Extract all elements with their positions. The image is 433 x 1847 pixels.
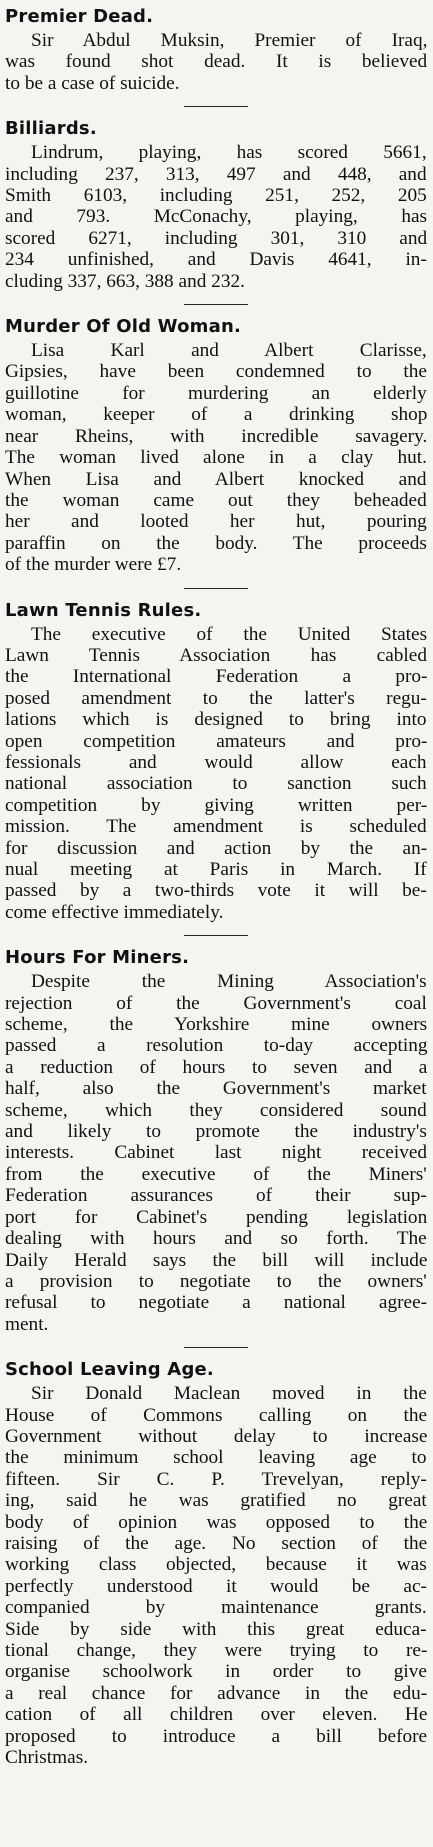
body-line: cation of all children over eleven. He [5,1704,428,1726]
body-line: raising of the age. No section of the [5,1532,428,1554]
body-line: passed by a two-thirds vote it will be- [5,880,427,902]
body-line: posed amendment to the latter's regu- [5,687,427,709]
article-body [5,1383,427,1768]
body-line: ing, said he was gratified no great [5,1490,427,1512]
article-headline: Hours For Miners. [5,947,190,969]
body-line: 234 unfinished, and Davis 4641, in- [5,249,427,271]
body-line: and likely to promote the industry's [5,1121,427,1143]
body-line: to be a case of suicide. [5,72,180,94]
article-headline: Billiards. [5,118,97,140]
body-line: the International Federation a pro- [5,666,428,688]
body-line: Sir Abdul Muksin, Premier of Iraq, [31,30,428,51]
article-headline: Premier Dead. [5,6,154,27]
body-line: fessionals and would allow each [5,751,427,773]
body-line: the minimum school leaving age to [5,1447,427,1469]
body-line: interests. Cabinet last night received [5,1142,428,1164]
body-line: tional change, they were trying to re- [5,1640,428,1661]
article-body [5,142,427,292]
body-line: cluding 337, 663, 388 and 232. [5,270,245,292]
body-line: a provision to negotiate to the owners' [5,1270,427,1292]
article [5,1359,427,1768]
body-line: rejection of the Government's coal [5,992,427,1014]
body-line: proposed to introduce a bill before [5,1725,428,1747]
body-line: lations which is designed to bring into [5,709,427,731]
body-line: Side by side with this great educa- [5,1618,427,1640]
article [5,947,427,1335]
article-divider [184,304,248,305]
body-line: When Lisa and Albert knocked and [5,468,427,490]
article-headline: Murder Of Old Woman. [5,316,241,338]
body-line: Smith 6103, including 251, 252, 205 [5,185,427,207]
body-line: The executive of the United States [31,623,428,645]
article-headline: School Leaving Age. [5,1359,214,1381]
body-line: Sir Donald Maclean moved in the [31,1383,427,1405]
body-line: Lindrum, playing, has scored 5661, [31,142,427,164]
body-line: including 237, 313, 497 and 448, and [5,163,427,185]
body-line: was found shot dead. It is believed [5,51,428,73]
body-line: scheme, which they considered sound [5,1099,427,1121]
body-line: organise schoolwork in order to give [5,1661,427,1683]
body-line: body of opinion was opposed to the [5,1511,428,1533]
article [5,6,427,94]
body-line: mission. The amendment is scheduled [5,816,427,838]
body-line: Despite the Mining Association's [31,971,427,993]
body-line: a real chance for advance in the edu- [5,1682,428,1704]
body-line: perfectly understood it would be ac- [5,1575,427,1597]
body-line: Federation assurances of their sup- [5,1185,427,1207]
body-line: paraffin on the body. The proceeds [5,532,427,554]
article-divider [184,106,248,107]
article [5,600,427,924]
body-line: and 793. McConachy, playing, has [5,206,428,228]
body-line: refusal to negotiate a national agree- [5,1292,428,1314]
body-line: national association to sanction such [5,773,427,795]
body-line: scheme, the Yorkshire mine owners [5,1014,428,1036]
article-headline: Lawn Tennis Rules. [5,599,202,621]
body-line: her and looted her hut, pouring [5,511,427,533]
article-body [5,30,427,94]
body-line: come effective immediately. [5,901,224,923]
body-line: Daily Herald says the bill will include [5,1249,428,1271]
article [5,316,427,575]
body-line: woman, keeper of a drinking shop [5,404,428,426]
body-line: Christmas. [5,1747,89,1769]
body-line: the woman came out they beheaded [5,489,427,511]
article-body [5,340,427,575]
body-line: near Rheins, with incredible savagery. [5,425,428,447]
body-line: fifteen. Sir C. P. Trevelyan, reply- [5,1468,427,1490]
body-line: scored 6271, including 301, 310 and [5,227,428,249]
article-divider [184,935,248,936]
article-body [5,624,427,924]
article-body [5,971,427,1335]
body-line: port for Cabinet's pending legislation [5,1206,428,1228]
body-line: nual meeting at Paris in March. If [5,859,427,880]
body-line: Lawn Tennis Association has cabled [5,644,427,666]
body-line: Gipsies, have been condemned to the [5,361,427,383]
body-line: The woman lived alone in a clay hut. [5,447,427,469]
article-divider [184,588,248,589]
body-line: from the executive of the Miners' [5,1163,427,1185]
body-line: competition by giving written per- [5,794,428,816]
body-line: of the murder were £7. [5,554,182,576]
body-line: ment. [5,1313,49,1335]
body-line: guillotine for murdering an elderly [5,382,427,404]
body-line: a reduction of hours to seven and a [5,1056,428,1078]
article-divider [184,1347,248,1348]
body-line: House of Commons calling on the [5,1404,428,1426]
body-line: Lisa Karl and Albert Clarisse, [31,340,427,362]
body-line: Government without delay to increase [5,1425,428,1447]
article [5,118,427,292]
body-line: dealing with hours and so forth. The [5,1228,427,1250]
body-line: passed a resolution to-day accepting [5,1035,428,1057]
body-line: for discussion and action by the an- [5,837,428,859]
body-line: working class objected, because it was [5,1554,427,1576]
body-line: open competition amateurs and pro- [5,730,428,752]
body-line: companied by maintenance grants. [5,1597,427,1619]
body-line: half, also the Government's market [5,1078,427,1100]
